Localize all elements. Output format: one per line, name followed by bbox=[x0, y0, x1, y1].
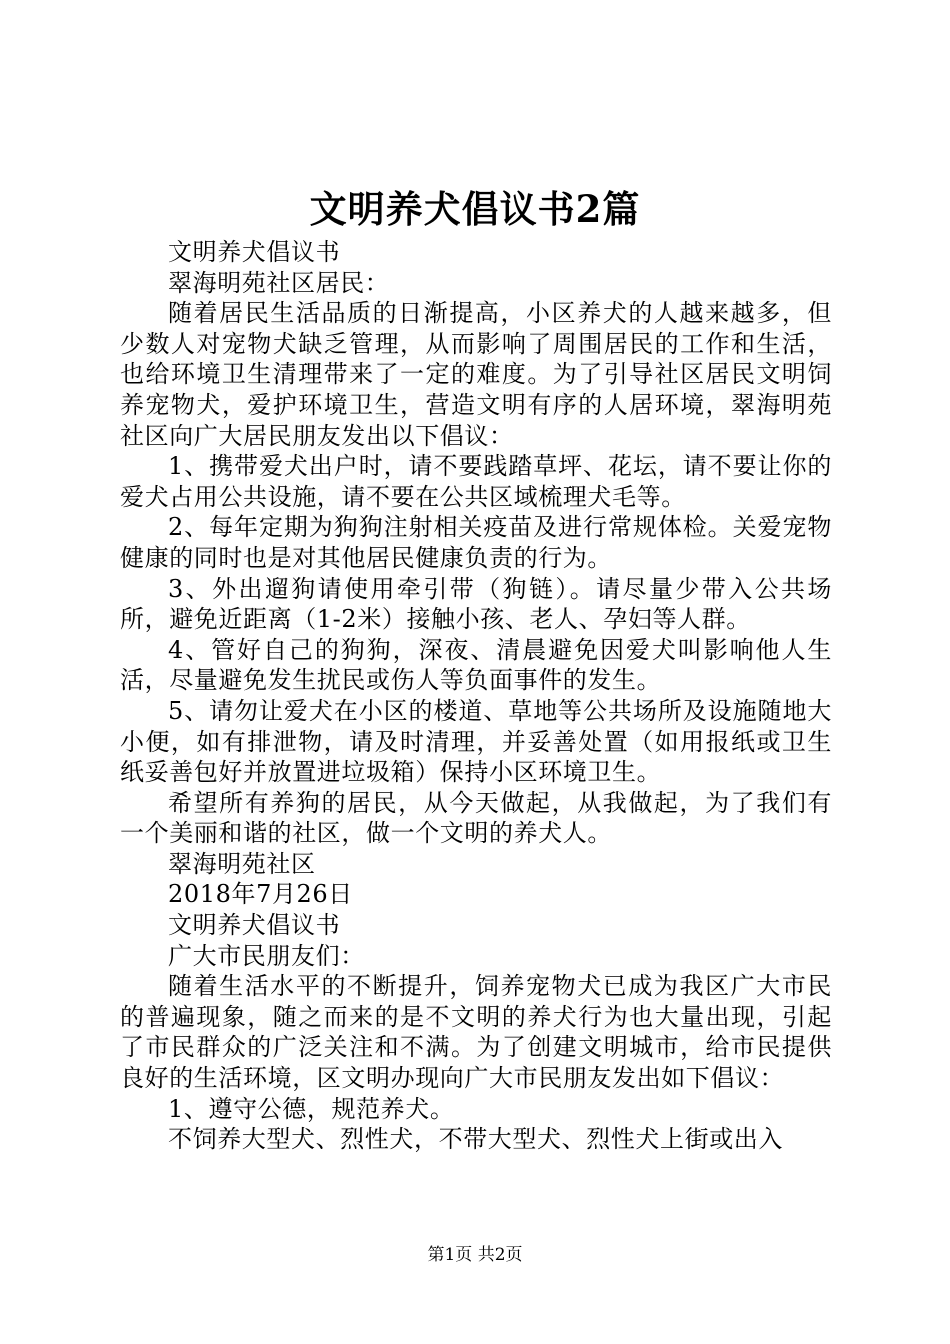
paragraph-item-3: 3、外出遛狗请使用牵引带（狗链）。请尽量少带入公共场所，避免近距离（1-2米）接触小孩、老人、孕妇等人群。 bbox=[120, 574, 832, 634]
paragraph-item-5: 5、请勿让爱犬在小区的楼道、草地等公共场所及设施随地大小便，如有排泄物，请及时清理，并妥善处置（如用报纸或卫生纸妥善包好并放置进垃圾箱）保持小区环境卫生。 bbox=[120, 696, 832, 787]
signature-org: 翠海明苑社区 bbox=[168, 849, 316, 878]
paragraph-item-4: 4、管好自己的狗狗，深夜、清晨避免因爱犬叫影响他人生活，尽量避免发生扰民或伤人等负面事件的发生。 bbox=[120, 635, 832, 695]
paragraph-heading-1: 文明养犬倡议书 bbox=[168, 238, 341, 266]
paragraph-intro-2: 随着生活水平的不断提升，饲养宠物犬已成为我区广大市民的普遍现象，随之而来的是不文明的养犬行为也大量出现，引起了市民群众的广泛关注和不满。为了创建文明城市，给市民提供良好的生活环境，区文明办现向广大市民朋友发出如下倡议： bbox=[120, 972, 832, 1093]
paragraph-item-2-1-detail: 不饲养大型犬、烈性犬，不带大型犬、烈性犬上街或出入 bbox=[168, 1125, 783, 1154]
paragraph-salutation-2: 广大市民朋友们： bbox=[168, 941, 365, 970]
document-title: 文明养犬倡议书2篇 bbox=[309, 187, 641, 231]
paragraph-heading-2: 文明养犬倡议书 bbox=[168, 911, 341, 940]
paragraph-item-2: 2、每年定期为狗狗注射相关疫苗及进行常规体检。关爱宠物健康的同时也是对其他居民健康负责的行为。 bbox=[120, 513, 832, 572]
paragraph-closing-1: 希望所有养狗的居民，从今天做起，从我做起，为了我们有一个美丽和谐的社区，做一个文明的养犬人。 bbox=[120, 788, 832, 848]
paragraph-salutation-1: 翠海明苑社区居民： bbox=[168, 268, 390, 297]
page-number-footer: 第1页 共2页 bbox=[427, 1245, 523, 1265]
paragraph-item-1: 1、携带爱犬出户时，请不要践踏草坪、花坛，请不要让你的爱犬占用公共设施，请不要在公共区域梳理犬毛等。 bbox=[120, 452, 832, 511]
paragraph-intro-1: 随着居民生活品质的日渐提高，小区养犬的人越来越多，但少数人对宠物犬缺乏管理，从而影响了周围居民的工作和生活，也给环境卫生清理带来了一定的难度。为了引导社区居民文明饲养宠物犬，爱护环境卫生，营造文明有序的人居环境，翠海明苑社区向广大居民朋友发出以下倡议： bbox=[120, 299, 832, 450]
signature-date: 2018年7月26日 bbox=[168, 880, 353, 909]
paragraph-item-2-1: 1、遵守公德，规范养犬。 bbox=[168, 1094, 455, 1123]
document-body bbox=[120, 237, 832, 1155]
